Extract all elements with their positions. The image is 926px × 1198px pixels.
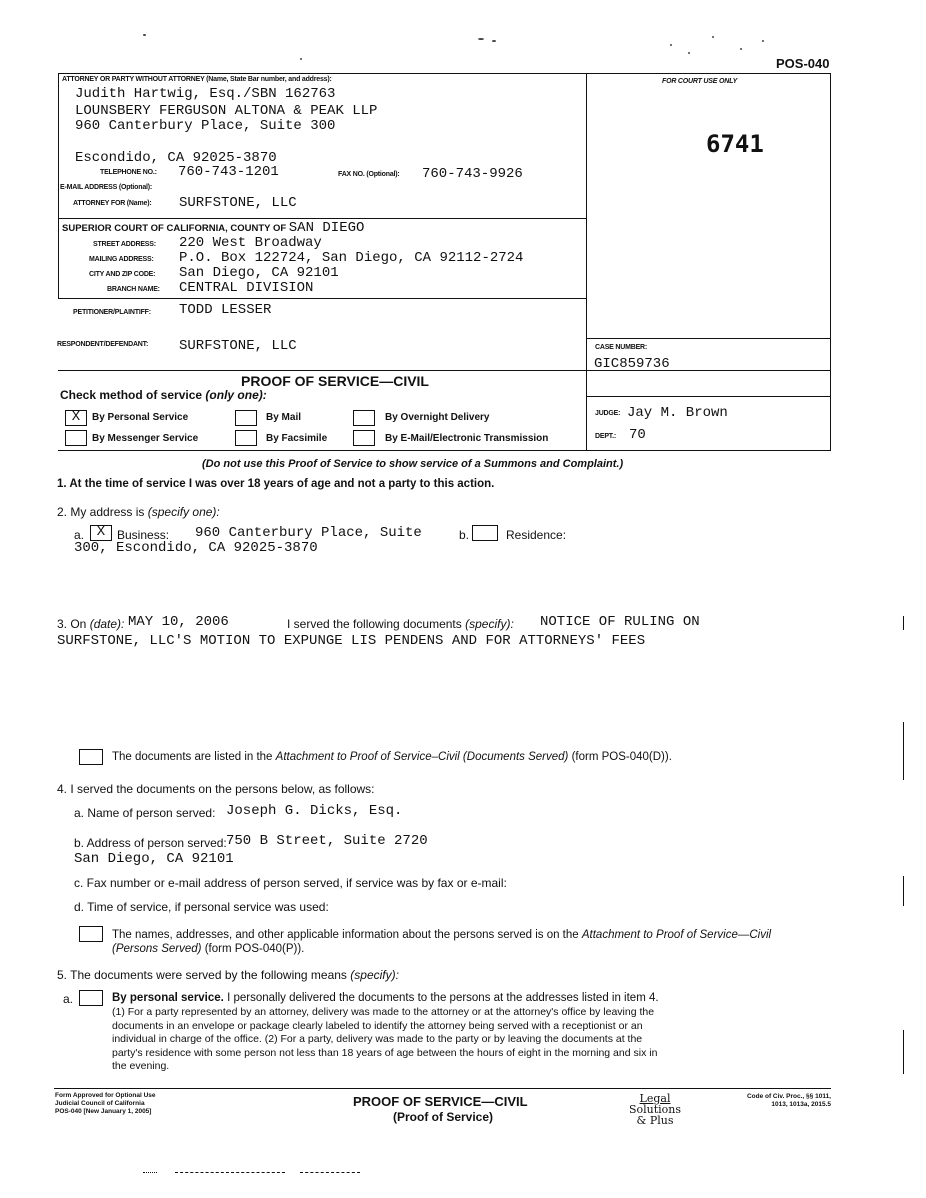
documents-line2: SURFSTONE, LLC'S MOTION TO EXPUNGE LIS PENDENS AND FOR ATTORNEYS' FEES: [57, 633, 646, 649]
mail-checkbox[interactable]: [235, 410, 257, 426]
footer-left-2: Judicial Council of California: [55, 1100, 145, 1107]
attorney-header-label: ATTORNEY OR PARTY WITHOUT ATTORNEY (Name, State Bar number, and address):: [62, 76, 332, 83]
persons-attachment-post: (form POS-040(P)).: [204, 943, 305, 955]
scan-speck: [492, 40, 496, 42]
item-5a-prefix: a.: [63, 992, 74, 1006]
logo-line-1: Legal: [639, 1092, 671, 1105]
business-address-line2: 300, Escondido, CA 92025-3870: [74, 540, 318, 556]
residence-label: Residence:: [506, 528, 567, 542]
footer-left-3: POS-040 [New January 1, 2005]: [55, 1108, 152, 1115]
footer-left-1: Form Approved for Optional Use: [55, 1092, 156, 1099]
personal-service-detail-2: documents in an envelope or package clearly labeled to identify the attorney being served with a receptionist or an: [112, 1019, 643, 1032]
court-city: San Diego, CA 92101: [179, 265, 339, 281]
party-divider: [58, 298, 587, 299]
case-bottom-line: [586, 396, 831, 397]
party-right-line: [586, 298, 587, 451]
court-street: 220 West Broadway: [179, 235, 322, 251]
personal-service-means-checkbox[interactable]: [79, 990, 103, 1006]
footer-right: [716, 1093, 831, 1109]
item-4-intro: 4. I served the documents on the persons below, as follows:: [57, 782, 375, 796]
persons-attachment-pre: The names, addresses, and other applicable information about the persons served is on the: [112, 929, 579, 941]
judge-label: JUDGE:: [595, 410, 621, 417]
attorney-city: Escondido, CA 92025-3870: [75, 150, 277, 166]
court-stamp-number: 6741: [706, 130, 764, 158]
persons-attachment-italic2: Service—Civil (Persons Served): [112, 929, 772, 955]
case-number-label: CASE NUMBER:: [595, 344, 648, 351]
item-2-note: (specify one):: [147, 505, 220, 519]
court-mailing: P.O. Box 122724, San Diego, CA 92112-2724: [179, 250, 524, 266]
served-specify: (specify):: [465, 617, 514, 631]
court-street-label: STREET ADDRESS:: [93, 241, 156, 248]
item-1: 1. At the time of service I was over 18 years of age and not a party to this action.: [57, 478, 495, 490]
item-3-label: [57, 617, 124, 631]
personal-service-detail-3: individual in charge of the office. (2) For a party, delivery was made to the party or by leaving the documents at the: [112, 1033, 643, 1045]
email-label: E-MAIL ADDRESS (Optional):: [60, 184, 153, 191]
email-service-label: By E-Mail/Electronic Transmission: [385, 433, 549, 444]
petitioner-label: PETITIONER/PLAINTIFF:: [73, 309, 151, 316]
attorney-name: Judith Hartwig, Esq./SBN 162763: [75, 86, 336, 102]
served-text: I served the following documents: [287, 617, 462, 631]
documents-attachment-checkbox[interactable]: [79, 749, 103, 765]
documents-attachment-pre: The documents are listed in the: [112, 751, 273, 763]
person-served-label: a. Name of person served:: [74, 806, 216, 820]
personal-service-means-bold: By personal service.: [112, 992, 224, 1004]
scan-bottom-dash: [300, 1172, 360, 1173]
proof-title: PROOF OF SERVICE—CIVIL: [241, 373, 429, 389]
item-3-on: 3. On: [57, 617, 87, 631]
legal-solutions-logo: [620, 1093, 690, 1126]
business-address-checkbox[interactable]: X: [90, 525, 112, 541]
scan-bottom-dash: [175, 1172, 285, 1173]
personal-service-checkbox[interactable]: X: [65, 410, 87, 426]
attorney-for-value: SURFSTONE, LLC: [179, 195, 297, 211]
court-county: SAN DIEGO: [288, 220, 365, 236]
address-served-line2: San Diego, CA 92101: [74, 851, 234, 867]
dept-label: DEPT.:: [595, 433, 616, 440]
scan-speck: [300, 58, 302, 60]
personal-service-detail-5: the evening.: [112, 1060, 170, 1072]
documents-attachment-post: (form POS-040(D)).: [571, 751, 672, 763]
footer-right-1: Code of Civ. Proc., §§ 1011,: [746, 1093, 831, 1100]
item-5-note: (specify):: [350, 968, 399, 982]
attorney-firm: LOUNSBERY FERGUSON ALTONA & PEAK LLP: [75, 103, 378, 119]
respondent-value: SURFSTONE, LLC: [179, 338, 297, 354]
dept-value: 70: [629, 427, 646, 443]
check-method-text: Check method of service: [60, 388, 203, 402]
footer-right-2: 1013, 1013a, 2015.5: [771, 1101, 831, 1108]
attorney-street: 960 Canterbury Place, Suite 300: [75, 118, 336, 134]
personal-service-means: [112, 992, 659, 1004]
footer-left: [55, 1092, 156, 1116]
time-of-service-label: d. Time of service, if personal service was used:: [74, 900, 329, 914]
scan-speck: [143, 34, 146, 36]
court-header: [62, 220, 364, 236]
telephone-value: 760-743-1201: [178, 164, 279, 180]
petitioner-value: TODD LESSER: [179, 302, 272, 318]
item-3-date-label: (date):: [89, 617, 125, 631]
court-use-label: FOR COURT USE ONLY: [662, 78, 738, 85]
personal-service-detail: [112, 1006, 657, 1074]
messenger-checkbox[interactable]: [65, 430, 87, 446]
overnight-label: By Overnight Delivery: [385, 412, 490, 423]
documents-attachment-italic: Attachment to Proof of Service–Civil (Documents Served): [275, 751, 569, 763]
facsimile-checkbox[interactable]: [235, 430, 257, 446]
logo-line-3: & Plus: [636, 1114, 674, 1127]
facsimile-label: By Facsimile: [266, 433, 328, 444]
scan-edge-mark: [903, 1030, 904, 1074]
scan-speck: [478, 38, 484, 40]
personal-service-detail-4: party's residence with some person not less than 18 years of age between the hours of eight in the morning and six in: [112, 1046, 658, 1059]
address-served-line1: 750 B Street, Suite 2720: [226, 833, 428, 849]
persons-attachment-text: [112, 928, 782, 956]
scan-speck: [670, 44, 672, 46]
form-id: POS-040: [776, 56, 830, 71]
respondent-label: RESPONDENT/DEFENDANT:: [57, 341, 149, 348]
scan-edge-mark: [903, 876, 904, 906]
fax-value: 760-743-9926: [422, 166, 523, 182]
court-branch: CENTRAL DIVISION: [179, 280, 314, 296]
logo-line-2: Solutions: [628, 1103, 682, 1116]
messenger-label: By Messenger Service: [92, 433, 199, 444]
persons-attachment-checkbox[interactable]: [79, 926, 103, 942]
scan-edge-mark: [903, 616, 904, 630]
footer-subtitle: (Proof of Service): [393, 1110, 494, 1124]
footer-rule: [54, 1088, 831, 1089]
scan-speck: [762, 40, 764, 42]
item-5-intro: [57, 968, 399, 982]
address-served-label: b. Address of person served:: [74, 836, 227, 850]
parties-bottom-line: [58, 370, 831, 371]
overnight-checkbox[interactable]: [353, 410, 375, 426]
personal-service-label: By Personal Service: [92, 412, 189, 423]
method-bottom-line: [58, 450, 831, 451]
documents-line1: NOTICE OF RULING ON: [540, 614, 700, 630]
item-2a-prefix: a.: [74, 528, 85, 542]
scan-bottom-dash: [143, 1172, 157, 1173]
fax-label: FAX NO. (Optional):: [338, 171, 400, 178]
mail-label: By Mail: [266, 412, 302, 423]
court-branch-label: BRANCH NAME:: [107, 286, 160, 293]
scan-speck: [712, 36, 714, 38]
fax-email-served-label: c. Fax number or e-mail address of person served, if service was by fax or e-mail:: [74, 876, 507, 890]
scan-edge-mark: [903, 722, 904, 780]
attorney-for-label: ATTORNEY FOR (Name):: [73, 200, 152, 207]
email-checkbox[interactable]: [353, 430, 375, 446]
personal-service-means-text: I personally delivered the documents to the persons at the addresses listed in item 4.: [227, 992, 659, 1004]
case-number-value: GIC859736: [594, 356, 670, 372]
scan-speck: [740, 48, 742, 50]
residence-checkbox[interactable]: [472, 525, 498, 541]
item-2b-prefix: b.: [459, 528, 470, 542]
item-2-text: 2. My address is: [57, 505, 145, 519]
item-5-text: 5. The documents were served by the following means: [57, 968, 347, 982]
person-served-value: Joseph G. Dicks, Esq.: [226, 803, 403, 819]
check-method-label: [60, 388, 267, 402]
judge-value: Jay M. Brown: [627, 405, 728, 421]
personal-service-detail-1: (1) For a party represented by an attorney, delivery was made to the attorney or at the attorney's office by leaving the: [112, 1006, 655, 1018]
summons-notice: (Do not use this Proof of Service to show service of a Summons and Complaint.): [202, 458, 624, 470]
check-method-note: (only one):: [205, 388, 267, 402]
court-header-label: SUPERIOR COURT OF CALIFORNIA, COUNTY OF: [62, 223, 287, 234]
court-city-label: CITY AND ZIP CODE:: [89, 271, 156, 278]
business-address-line1: 960 Canterbury Place, Suite: [195, 525, 422, 541]
persons-attachment-italic1: Attachment to Proof of: [581, 929, 697, 941]
telephone-label: TELEPHONE NO.:: [100, 169, 157, 176]
case-top-line: [586, 338, 831, 339]
documents-attachment-text: [112, 751, 672, 763]
court-mailing-label: MAILING ADDRESS:: [89, 256, 154, 263]
business-label: Business:: [117, 528, 170, 542]
served-documents-label: [287, 617, 514, 631]
scan-speck: [688, 52, 690, 54]
service-date: MAY 10, 2006: [128, 614, 229, 630]
item-2-label: [57, 505, 220, 519]
footer-title: PROOF OF SERVICE—CIVIL: [353, 1094, 528, 1109]
